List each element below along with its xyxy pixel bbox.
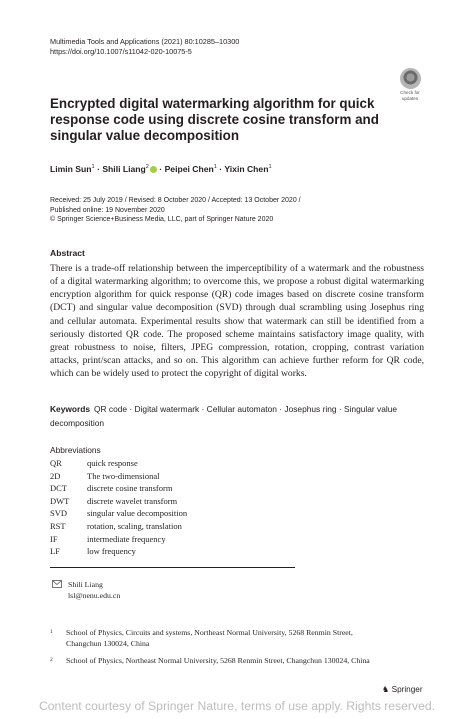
badge-label-1: Check for [400, 90, 420, 95]
abbreviation-code: QR [50, 458, 62, 468]
abbreviation-row [50, 507, 187, 520]
author-affiliation-ref: 1 [213, 164, 217, 171]
affiliation-line: School of Physics, Northeast Normal University, 5268 Renmin Street, Changchun 130024, China [66, 656, 370, 665]
author-name[interactable]: Limin Sun [50, 164, 92, 174]
abbreviation-meaning: discrete wavelet transform [87, 495, 178, 506]
abstract-heading: Abstract [50, 248, 85, 258]
author-name[interactable]: Shili Liang [102, 164, 146, 174]
orcid-icon[interactable] [150, 166, 157, 173]
abbreviation-meaning: The two-dimensional [87, 470, 160, 481]
affiliation [50, 656, 424, 667]
author-affiliation-ref: 1 [268, 164, 272, 171]
author-separator: · [219, 164, 223, 174]
author-separator: · [97, 164, 100, 174]
corresponding-author [68, 579, 120, 601]
envelope-icon [52, 580, 62, 590]
abbreviation-code: SVD [50, 508, 68, 519]
abbreviation-row [50, 470, 187, 483]
abbreviation-code: DWT [50, 495, 70, 506]
author-affiliation-ref: 2 [145, 164, 149, 171]
footnote-divider [50, 567, 295, 568]
check-for-updates-icon [400, 68, 421, 89]
abbreviation-meaning: quick response [87, 458, 138, 468]
badge-label-2: updates [401, 96, 419, 101]
abbreviation-code: RST [50, 520, 66, 531]
received-revised-accepted: Received: 25 July 2019 / Revised: 8 October 2020 / Accepted: 13 October 2020 / [50, 197, 301, 204]
abbreviation-meaning: discrete cosine transform [87, 483, 173, 494]
abbreviation-row [50, 533, 187, 546]
abbreviation-meaning: singular value decomposition [87, 508, 188, 519]
paper-title: Encrypted digital watermarking algorithm for quick response code using discrete cosine transform and singular value decomposition [50, 96, 379, 143]
springer-horse-icon: ♞ [382, 685, 390, 694]
abbreviation-code: 2D [50, 470, 61, 481]
doi-link[interactable]: https://doi.org/10.1007/s11042-020-10075-5 [50, 47, 192, 56]
journal-header [50, 37, 239, 57]
author-separator: · [159, 164, 163, 174]
author-list [50, 164, 272, 174]
courtesy-footer: Content courtesy of Springer Nature, terms of use apply. Rights reserved. [38, 699, 436, 713]
abbreviations-table [50, 457, 187, 558]
abbreviations-heading: Abbreviations [50, 445, 101, 455]
keywords-heading: Keywords [50, 404, 91, 414]
affiliation-number: 2 [50, 657, 53, 663]
abbreviation-row [50, 545, 187, 558]
abbreviation-row [50, 482, 187, 495]
contact-email[interactable]: lsl@nenu.edu.cn [68, 591, 121, 600]
keywords-text: QR code · Digital watermark · Cellular automaton · Josephus ring · Singular value decomposition [50, 404, 398, 428]
author-name[interactable]: Peipei Chen [164, 164, 214, 174]
abbreviation-code: LF [50, 546, 60, 557]
affiliation-line: School of Physics, Circuits and systems, Northeast Normal University, 5268 Renmin Street, [66, 628, 353, 637]
abbreviation-row [50, 457, 187, 470]
keywords [50, 403, 424, 430]
journal-citation: Multimedia Tools and Applications (2021) 80:10285–10300 [50, 37, 240, 46]
author-affiliation-ref: 1 [91, 164, 95, 171]
affiliation-number: 1 [50, 629, 53, 635]
author-name[interactable]: Yixin Chen [224, 164, 269, 174]
abbreviation-row [50, 520, 187, 533]
affiliation [50, 628, 424, 649]
published-online: Published online: 19 November 2020 [50, 206, 165, 214]
abbreviation-meaning: intermediate frequency [87, 533, 166, 544]
check-for-updates-badge[interactable] [394, 68, 426, 102]
copyright-line: © Springer Science+Business Media, LLC, part of Springer Nature 2020 [50, 216, 274, 224]
abbreviation-meaning: rotation, scaling, translation [87, 520, 182, 531]
abbreviation-meaning: low frequency [87, 546, 136, 557]
publication-dates [50, 196, 301, 225]
publisher-name: Springer [391, 685, 423, 694]
abstract-text: There is a trade-off relationship between the imperceptibility of a watermark and the robustness of a digital watermarking algorithm; to overcome this, we propose a robust digital watermarking encryption algorithm for quick response (QR) code images based on discrete cosine transform (DCT) and singular value decomposition (SVD) through dual scrambling using Josephus ring and cellular automata. Experimental results show that watermark can still be identified from a seriously distorted QR code. The proposed scheme maintains satisfactory image quality, with great robustness to noise, filters, JPEG compression, rotation, cropping, contrast variation attacks, print/scan attacks, and so on. This algorithm can achieve further reform for QR code, which can be widely used to protect the copyright of digital works. [50, 263, 424, 380]
contact-name: Shili Liang [68, 580, 103, 589]
abbreviation-row [50, 495, 187, 508]
publisher-logo [382, 684, 423, 694]
affiliation-line: Changchun 130024, China [66, 638, 150, 648]
abbreviation-code: IF [50, 533, 58, 544]
abbreviation-code: DCT [50, 483, 67, 494]
